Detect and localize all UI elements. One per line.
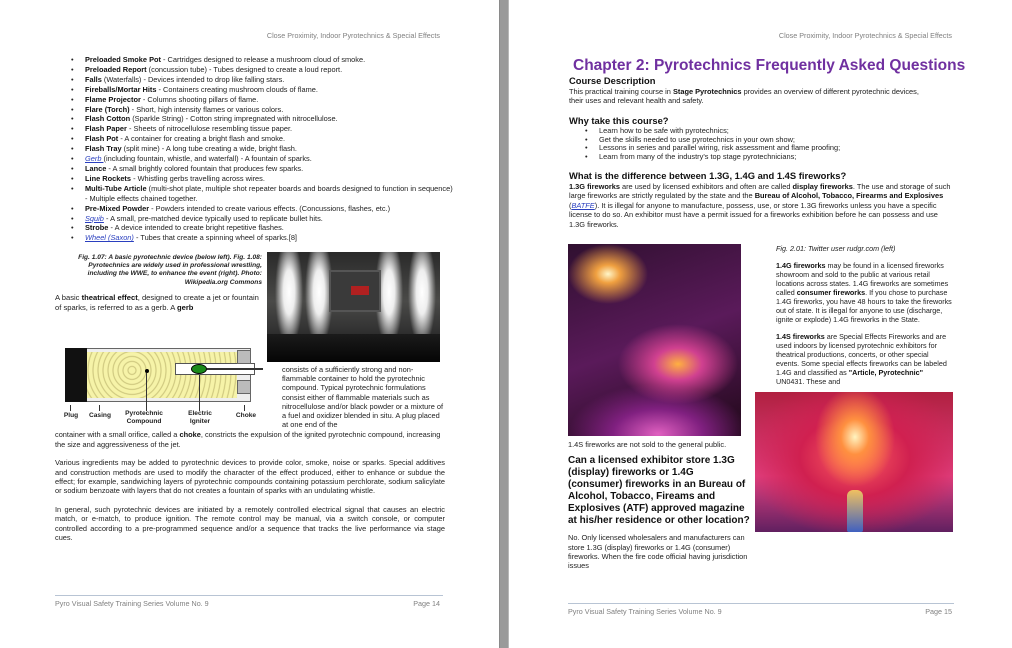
label-igniter: Electric Igniter xyxy=(188,410,212,425)
1-4s-paragraph xyxy=(776,332,953,386)
footer-series: Pyro Visual Safety Training Series Volume No. 9 xyxy=(55,599,209,608)
running-header: Close Proximity, Indoor Pyrotechnics & Special Effects xyxy=(778,31,952,40)
bold-text: 1.4G fireworks xyxy=(776,261,826,270)
difference-heading: What is the difference between 1.3G, 1.4G and 1.4S fireworks? xyxy=(569,170,847,181)
bold-text: Bureau of Alcohol, Tobacco, Firearms and Explosives xyxy=(754,191,944,201)
text: UN0431. These and xyxy=(776,377,841,386)
term-link[interactable]: Squib xyxy=(85,213,104,223)
list-item: • Learn how to be safe with pyrotechnics; xyxy=(585,127,945,136)
list-item xyxy=(71,105,455,115)
text: may be found in a licensed fireworks showroom and sold to the public at various retail locations across states. 1.4G fireworks are sometimes called xyxy=(776,261,949,297)
term: Fireballs/Mortar Hits xyxy=(85,84,157,94)
list-item: • Lessons in series and parallel wiring, risk assessment and flame proofing; xyxy=(585,144,945,153)
definition: (multi-shot plate, multiple shot repeater boards and boards designed to function in sequence) - Multiple effects chained together. xyxy=(85,183,453,203)
list-item xyxy=(71,223,455,233)
list-item xyxy=(71,55,455,65)
term-link[interactable]: Wheel (Saxon) xyxy=(85,233,134,243)
device-list xyxy=(71,55,455,243)
1-4s-continuation: 1.4S fireworks are not sold to the general public. xyxy=(568,440,727,449)
definition: - A small, pre-matched device typically used to replicate bullet hits. xyxy=(103,213,323,223)
gerb-continuation xyxy=(55,430,445,449)
footer-series: Pyro Visual Safety Training Series Volume No. 9 xyxy=(568,607,722,616)
term: Flare (Torch) xyxy=(85,104,130,114)
definition: - Tubes that create a spinning wheel of sparks.[8] xyxy=(133,233,297,243)
list-item xyxy=(71,144,455,154)
course-description-heading: Course Description xyxy=(569,75,656,86)
list-item xyxy=(71,65,455,75)
term: Flash Tray xyxy=(85,144,122,154)
definition: - Short, high intensity flames or various colors. xyxy=(129,104,284,114)
term: Lance xyxy=(85,163,107,173)
list-item xyxy=(71,204,455,214)
list-item xyxy=(71,134,455,144)
course-description xyxy=(569,87,929,106)
body-flow xyxy=(55,365,445,542)
text: A basic xyxy=(55,292,82,302)
definition: - Whistling gerbs travelling across wires. xyxy=(131,173,265,183)
term: Multi-Tube Article xyxy=(85,183,147,193)
caption-and-intro xyxy=(55,254,262,313)
term: Flash Cotton xyxy=(85,114,131,124)
definition: - A small brightly colored fountain that produces few sparks. xyxy=(106,163,304,173)
bold-text: Stage Pyrotechnics xyxy=(672,87,742,96)
list-item xyxy=(71,75,455,85)
answer-text: No. Only licensed wholesalers and manufacturers can store 1.3G (display) fireworks or 1.4G (consumer) fireworks. When the fire code official having jurisdiction issues xyxy=(568,533,748,571)
definition: - A container for creating a bright flash and smoke. xyxy=(118,134,286,144)
text: provides an overview of different pyrotechnic devices, their uses and relevant health and safety. xyxy=(569,87,919,106)
term: Flame Projector xyxy=(85,94,141,104)
faq-flow xyxy=(568,440,750,570)
list-item: • Get the skills needed to use pyrotechnics in your own show; xyxy=(585,136,945,145)
bold-text: choke xyxy=(179,430,201,440)
why-list xyxy=(585,127,945,162)
figure-caption: Fig. 2.01: Twitter user rudgr.com (left) xyxy=(776,244,896,253)
difference-text xyxy=(569,182,955,229)
bold-text: "Article, Pyrotechnic" xyxy=(848,368,924,377)
intro-flow xyxy=(569,56,966,229)
bold-text: theatrical effect xyxy=(81,292,138,302)
text: are Special Effects Fireworks and are used indoors by licensed pyrotechnic exhibitors for theatrical productions, concerts, or other special events. Some special effects fireworks can be labeled 1.4G and classified as xyxy=(776,332,947,377)
initiation-paragraph: In general, such pyrotechnic devices are initiated by a remotely controlled electrical signal that causes an electric match, or e-match, to produce ignition. The remote control may be manual, via a switch console, or computer controlled according to a pre-programmed sequence and/or a sequence that tracks the live performance via stage cues. xyxy=(55,504,445,543)
term: Preloaded Report xyxy=(85,64,147,74)
definition: - Containers creating mushroom clouds of flame. xyxy=(156,84,318,94)
definition: (Waterfalls) - Devices intended to drop like falling stars. xyxy=(101,74,285,84)
list-item xyxy=(71,214,455,224)
term: Flash Pot xyxy=(85,134,119,144)
term-link[interactable]: Gerb xyxy=(85,154,104,164)
bold-text: 1.4S fireworks xyxy=(776,332,825,341)
definition: (including fountain, whistle, and waterfall) - A fountain of sparks. xyxy=(103,154,312,164)
right-column-flow xyxy=(755,244,953,532)
bold-text: display fireworks xyxy=(792,182,853,191)
concert-fireworks-photo xyxy=(568,244,741,436)
list-item xyxy=(71,154,455,164)
bold-text: 1.3G fireworks xyxy=(569,182,620,191)
text: , constricts the expulsion of the ignited pyrotechnic compound, increasing the size and aggressiveness of the jet. xyxy=(55,430,441,449)
list-item xyxy=(71,85,455,95)
label-choke: Choke xyxy=(235,412,257,419)
wrestling-pyro-photo xyxy=(267,252,440,362)
text: This practical training course in xyxy=(569,87,673,96)
list-item xyxy=(71,233,455,243)
term: Flash Paper xyxy=(85,124,127,134)
question-heading: Can a licensed exhibitor store 1.3G (display) fireworks or 1.4G (consumer) fireworks in an Bureau of Alcohol, Tobacco, Fireams and Explosives (ATF) approved magazine at his/her residence or other location? xyxy=(568,455,750,527)
page-number: Page 14 xyxy=(413,599,440,608)
list-item xyxy=(71,174,455,184)
definition: - A device intended to create bright repetitive flashes. xyxy=(108,223,284,233)
term: Preloaded Smoke Pot xyxy=(85,55,161,64)
text: . The use and storage of such large fireworks are strictly regulated by the state and the xyxy=(569,182,951,201)
bold-text: gerb xyxy=(176,302,194,312)
definition: - Columns shooting pillars of flame. xyxy=(140,94,259,104)
text: . If you chose to purchase 1.4G fireworks, you have 48 hours to take the fireworks out of state. It is illegal for anyone to use (discharge, ignite or explode) 1.4G fireworks in the State. xyxy=(776,288,952,324)
stage-fireworks-photo xyxy=(755,392,953,532)
label-casing: Casing xyxy=(89,412,111,419)
running-header: Close Proximity, Indoor Pyrotechnics & Special Effects xyxy=(266,31,440,40)
term: Pre-Mixed Powder xyxy=(85,203,150,213)
page-15 xyxy=(509,0,1012,648)
text-link[interactable]: BATFE xyxy=(571,200,595,210)
list-item xyxy=(71,184,455,204)
list-item: • Learn from many of the industry's top stage pyrotechnicians; xyxy=(585,153,945,162)
text: ( xyxy=(569,200,572,210)
gerb-intro xyxy=(55,293,262,313)
text: are used by licensed exhibitors and often are called xyxy=(619,182,793,191)
definition: - Sheets of nitrocellulose resembling tissue paper. xyxy=(126,124,293,134)
why-heading: Why take this course? xyxy=(569,114,669,126)
figure-caption: Fig. 1.07: A basic pyrotechnic device (below left). Fig. 1.08: Pyrotechnics are widely used in professional wrestling, including the WWE, to enhance the event (right). Photo: Wikipedia.org Commons xyxy=(78,254,262,286)
term: Line Rockets xyxy=(85,173,132,183)
list-item xyxy=(71,114,455,124)
definition: - Powders intended to create various effects. (Concussions, flashes, etc.) xyxy=(149,203,391,213)
term: Strobe xyxy=(85,223,109,233)
list-item xyxy=(71,164,455,174)
list-item xyxy=(71,95,455,105)
definition: (split mine) - A long tube creating a wide, bright flash. xyxy=(121,144,297,154)
text: ). It is illegal for anyone to manufacture, possess, use, or store 1.3G fireworks unless you have a specific license to do so. An exhibitor must have a permit issued for a fireworks exhibition before he can possess and use 1.3G fireworks. xyxy=(569,200,938,229)
label-compound: Pyrotechnic Compound xyxy=(125,410,163,425)
page-number: Page 15 xyxy=(925,607,952,616)
ingredients-paragraph: Various ingredients may be added to pyrotechnic devices to provide color, smoke, noise or sparks. Special additives and construction methods are used to modify the character of the effect produced, either to enhance or subdue the effect; for example, sandwiching layers of pyrotechnic compounds containing potassium perchlorate, sodium salicylate or sodium benzoate with layers that do not creates a fountain of sparks with an undulating whistle. xyxy=(55,458,445,496)
term: Falls xyxy=(85,74,102,84)
definition: - Cartridges designed to release a mushroom cloud of smoke. xyxy=(160,55,366,64)
bold-text: consumer fireworks xyxy=(796,288,866,297)
list-item xyxy=(71,124,455,134)
chapter-title: Chapter 2: Pyrotechnics Frequently Asked Questions xyxy=(573,57,966,74)
text: container with a small orifice, called a xyxy=(55,430,180,440)
label-plug: Plug xyxy=(63,412,79,419)
definition: (Sparkle String) - Cotton string impregnated with nitrocellulose. xyxy=(130,114,338,124)
page-gap xyxy=(499,0,509,648)
text: , designed to create a jet or fountain of sparks, is referred to as a gerb. A xyxy=(55,292,259,312)
1-4g-paragraph xyxy=(776,261,953,324)
page-14 xyxy=(0,0,499,648)
gerb-column-text: consists of a sufficiently strong and non-flammable container to hold the pyrotechnic compound. Typical pyrotechnic formulations consist either of flammable materials such as nitrocellulose and/or black powder or a mixture of a fuel and oxidizer blended in situ. A plug placed at one end of the xyxy=(282,365,444,430)
definition: (concussion tube) - Tubes designed to create a loud report. xyxy=(146,64,343,74)
